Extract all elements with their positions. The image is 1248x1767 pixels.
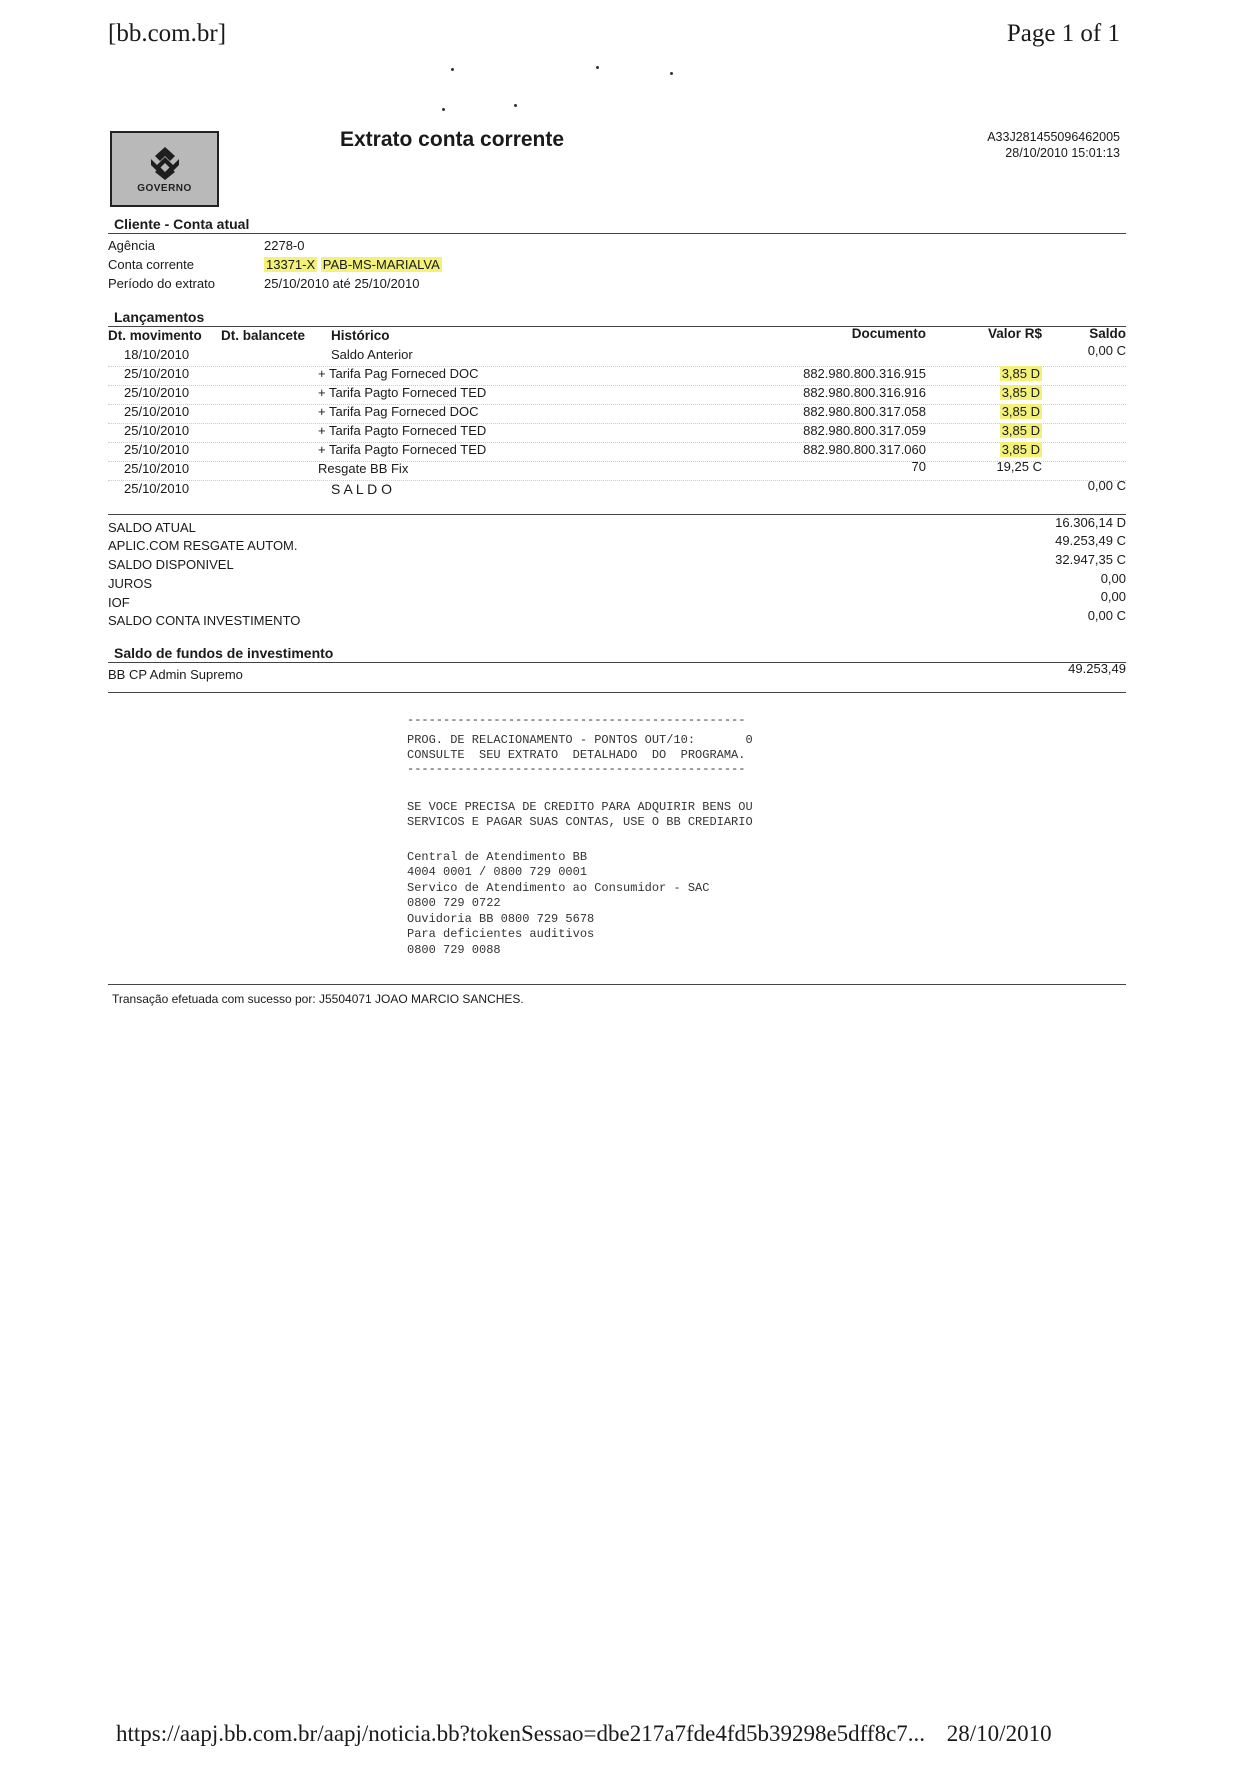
lancamentos-section-title: Lançamentos: [114, 309, 205, 325]
page-title: Extrato conta corrente: [340, 128, 565, 151]
col-historico: Histórico: [331, 328, 390, 343]
document-datetime: 28/10/2010 15:01:13: [1005, 146, 1120, 160]
contact-line: Ouvidoria BB 0800 729 5678: [407, 912, 595, 926]
row-date: 25/10/2010: [124, 385, 190, 400]
contact-line: 4004 0001 / 0800 729 0001: [407, 865, 588, 879]
client-section-title: Cliente - Conta atual: [114, 216, 250, 232]
summary-value: 16.306,14 D: [1055, 515, 1126, 530]
message-prog-line2: CONSULTE SEU EXTRATO DETALHADO DO PROGRAMA.: [407, 748, 746, 762]
divider: [108, 662, 1126, 663]
row-historico: Saldo Anterior: [331, 347, 413, 362]
col-dt-movimento: Dt. movimento: [108, 328, 202, 343]
divider: [108, 984, 1126, 985]
summary-label: SALDO DISPONIVEL: [108, 557, 234, 572]
row-valor: 19,25 C: [996, 459, 1042, 474]
scan-speck: [514, 104, 517, 107]
row-historico: + Tarifa Pag Forneced DOC: [318, 366, 479, 381]
print-date: 28/10/2010: [946, 1721, 1052, 1746]
row-historico: + Tarifa Pagto Forneced TED: [318, 442, 487, 457]
contact-line: 0800 729 0722: [407, 896, 501, 910]
row-documento: 70: [911, 459, 926, 474]
summary-value: 49.253,49 C: [1055, 533, 1126, 548]
row-documento: 882.980.800.316.915: [803, 366, 926, 381]
row-documento: 882.980.800.316.916: [803, 385, 926, 400]
transaction-footer: Transação efetuada com sucesso por: J5504071 JOAO MARCIO SANCHES.: [112, 992, 524, 1006]
scan-speck: [670, 72, 673, 75]
message-dashes: -----------------------------------------------: [407, 713, 746, 727]
table-row: [0, 442, 1248, 461]
divider: [108, 326, 1126, 327]
row-saldo: 0,00 C: [1087, 343, 1126, 358]
agencia-label: Agência: [108, 238, 155, 253]
row-historico: + Tarifa Pagto Forneced TED: [318, 385, 487, 400]
scan-speck: [451, 68, 454, 71]
print-footer-url: [116, 1721, 1052, 1747]
fundo-value: 49.253,49: [1068, 661, 1126, 676]
row-historico: + Tarifa Pagto Forneced TED: [318, 423, 487, 438]
divider: [108, 233, 1126, 234]
summary-value: 32.947,35 C: [1055, 552, 1126, 567]
fundo-name: BB CP Admin Supremo: [108, 667, 243, 682]
message-credito-line1: SE VOCE PRECISA DE CREDITO PARA ADQUIRIR BENS OU: [407, 800, 753, 814]
row-date: 25/10/2010: [124, 404, 190, 419]
message-dashes: -----------------------------------------------: [407, 762, 746, 776]
summary-label: SALDO CONTA INVESTIMENTO: [108, 613, 301, 628]
row-valor: 3,85 D: [1001, 385, 1040, 400]
conta-name: PAB-MS-MARIALVA: [322, 257, 440, 272]
row-valor: 3,85 D: [1001, 423, 1040, 438]
table-row: [0, 385, 1248, 404]
summary-label: JUROS: [108, 576, 153, 591]
col-valor: Valor R$: [987, 326, 1042, 341]
contact-line: 0800 729 0088: [407, 943, 501, 957]
print-header-site: [bb.com.br]: [108, 20, 227, 47]
col-saldo: Saldo: [1089, 326, 1126, 341]
row-date: 25/10/2010: [124, 481, 190, 496]
summary-value: 0,00 C: [1087, 608, 1126, 623]
conta-number: 13371-X: [266, 257, 316, 272]
agencia-value: 2278-0: [264, 238, 305, 253]
contact-line: Servico de Atendimento ao Consumidor - SAC: [407, 881, 710, 895]
row-valor: 3,85 D: [1001, 366, 1040, 381]
row-date: 25/10/2010: [124, 423, 190, 438]
message-credito-line2: SERVICOS E PAGAR SUAS CONTAS, USE O BB CREDIARIO: [407, 815, 753, 829]
summary-label: IOF: [108, 595, 130, 610]
message-prog-line1: PROG. DE RELACIONAMENTO - PONTOS OUT/10: 0: [407, 733, 753, 747]
row-historico: + Tarifa Pag Forneced DOC: [318, 404, 479, 419]
table-row: [0, 404, 1248, 423]
col-dt-balancete: Dt. balancete: [221, 328, 306, 343]
bank-logo: [110, 131, 219, 207]
divider: [108, 514, 1126, 515]
periodo-value: 25/10/2010 até 25/10/2010: [264, 276, 420, 291]
scan-speck: [596, 66, 599, 69]
fundos-section-title: Saldo de fundos de investimento: [114, 645, 334, 661]
document-id: A33J281455096462005: [987, 130, 1120, 144]
row-date: 25/10/2010: [124, 442, 190, 457]
summary-label: APLIC.COM RESGATE AUTOM.: [108, 538, 298, 553]
print-url: https://aapj.bb.com.br/aapj/noticia.bb?tokenSessao=dbe217a7fde4fd5b39298e5dff8c7...: [116, 1721, 926, 1746]
document-id-block: [987, 129, 1120, 161]
contact-line: Para deficientes auditivos: [407, 927, 595, 941]
summary-value: 0,00: [1100, 589, 1126, 604]
table-row: [0, 461, 1248, 480]
scan-speck: [442, 108, 445, 111]
table-row: [0, 343, 1248, 366]
row-historico: Resgate BB Fix: [318, 461, 409, 476]
logo-text: GOVERNO: [137, 182, 192, 194]
row-valor: 3,85 D: [1001, 442, 1040, 457]
bank-logo-icon: [145, 145, 185, 181]
row-documento: 882.980.800.317.060: [803, 442, 926, 457]
table-row: [0, 423, 1248, 442]
row-date: 25/10/2010: [124, 461, 190, 476]
divider: [108, 692, 1126, 693]
conta-label: Conta corrente: [108, 257, 194, 272]
table-row: [0, 478, 1248, 500]
row-documento: 882.980.800.317.058: [803, 404, 926, 419]
contact-line: Central de Atendimento BB: [407, 850, 588, 864]
table-row: [0, 366, 1248, 385]
row-documento: 882.980.800.317.059: [803, 423, 926, 438]
col-documento: Documento: [851, 326, 926, 341]
row-date: 25/10/2010: [124, 366, 190, 381]
row-valor: 3,85 D: [1001, 404, 1040, 419]
periodo-label: Período do extrato: [108, 276, 215, 291]
summary-label: SALDO ATUAL: [108, 520, 196, 535]
row-date: 18/10/2010: [124, 347, 190, 362]
conta-value: [264, 257, 442, 272]
row-saldo: 0,00 C: [1087, 478, 1126, 493]
row-historico: S A L D O: [331, 481, 392, 497]
summary-value: 0,00: [1100, 571, 1126, 586]
print-header-page: Page 1 of 1: [1006, 20, 1120, 47]
